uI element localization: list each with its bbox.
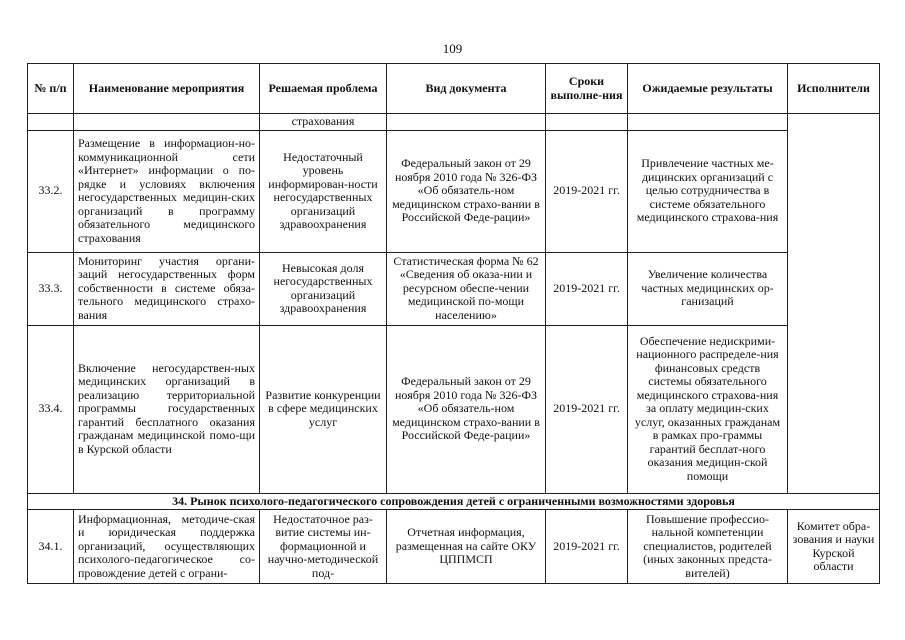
measures-table — [27, 63, 880, 584]
cell-exec-group-33 — [788, 114, 880, 494]
cell-num: 33.3. — [28, 252, 74, 325]
cell-doc: Федеральный закон от 29 ноября 2010 года № 326-ФЗ «Об обязатель-ном медицинском страхо-вании в Российской Феде-рации» — [387, 130, 546, 252]
header-problem: Решаемая проблема — [260, 64, 387, 114]
cell-term — [546, 114, 628, 131]
cell-problem: Недостаточный уровень информирован-ности негосударственных организаций здравоохранения — [260, 130, 387, 252]
cell-num: 33.2. — [28, 130, 74, 252]
cell-problem: страхования — [260, 114, 387, 131]
header-result: Ожидаемые результаты — [628, 64, 788, 114]
cell-exec: Комитет обра-зования и науки Курской области — [788, 510, 880, 584]
cell-num: 34.1. — [28, 510, 74, 584]
cell-num: 33.4. — [28, 325, 74, 493]
cell-doc — [387, 114, 546, 131]
table-row — [28, 252, 880, 325]
header-exec: Исполнители — [788, 64, 880, 114]
cell-result: Обеспечение недискрими-национного распределе-ния финансовых средств системы обязательного медицинского страхова-ния за оплату медицин-ских услуг, оказанных гражданам в рамках про-граммы гарантий бесплат-ного оказания медицин-ской помощи — [628, 325, 788, 493]
cell-doc: Отчетная информация, размещенная на сайте ОКУ ЦППМСП — [387, 510, 546, 584]
cell-name — [74, 114, 260, 131]
cell-doc: Статистическая форма № 62 «Сведения об оказа-нии и ресурсном обеспе-чении медицинской по-мощи населению» — [387, 252, 546, 325]
header-doc: Вид документа — [387, 64, 546, 114]
table-row — [28, 510, 880, 584]
cell-result: Привлечение частных ме-дицинских организаций с целью сотрудничества в системе обязательного медицинского страхова-ния — [628, 130, 788, 252]
cell-result — [628, 114, 788, 131]
cell-name: Информационная, методиче-ская и юридическая поддержка организаций, осуществляющих психолого-педагогическое со-провождение детей с ограни- — [74, 510, 260, 584]
cell-doc: Федеральный закон от 29 ноября 2010 года № 326-ФЗ «Об обязатель-ном медицинском страхо-вании в Российской Феде-рации» — [387, 325, 546, 493]
cell-name: Мониторинг участия органи-заций негосударственных форм собственности в системе обяза-тельного медицинского страхо-вания — [74, 252, 260, 325]
cell-num — [28, 114, 74, 131]
cell-name: Включение негосударствен-ных медицинских организаций в реализацию территориальной программы государственных гарантий бесплатного оказания гражданам медицинской помо-щи в Курской области — [74, 325, 260, 493]
header-term: Сроки выполне-ния — [546, 64, 628, 114]
cell-term: 2019-2021 гг. — [546, 130, 628, 252]
header-num: № п/п — [28, 64, 74, 114]
cell-problem: Невысокая доля негосударственных организаций здравоохранения — [260, 252, 387, 325]
table-row-carry-over — [28, 114, 880, 131]
cell-result: Повышение профессио-нальной компетенции специалистов, родителей (иных законных предста-вителей) — [628, 510, 788, 584]
section-title: 34. Рынок психолого-педагогического сопровождения детей с ограниченными возможностями здоровья — [28, 493, 880, 510]
table-row — [28, 325, 880, 493]
table-row — [28, 130, 880, 252]
page-number: 109 — [442, 41, 463, 56]
header-row — [28, 64, 880, 114]
cell-term: 2019-2021 гг. — [546, 252, 628, 325]
cell-term: 2019-2021 гг. — [546, 325, 628, 493]
cell-problem: Развитие конкуренции в сфере медицинских услуг — [260, 325, 387, 493]
cell-problem: Недостаточное раз-витие системы ин-формационной и научно-методической под- — [260, 510, 387, 584]
cell-name: Размещение в информацион-но-коммуникационной сети «Интернет» информации о по-рядке и условиях включения негосударственных медицин-ских организаций в программу обязательного медицинского страхования — [74, 130, 260, 252]
header-name: Наименование мероприятия — [74, 64, 260, 114]
section-row — [28, 493, 880, 510]
cell-term: 2019-2021 гг. — [546, 510, 628, 584]
cell-result: Увеличение количества частных медицинских ор-ганизаций — [628, 252, 788, 325]
